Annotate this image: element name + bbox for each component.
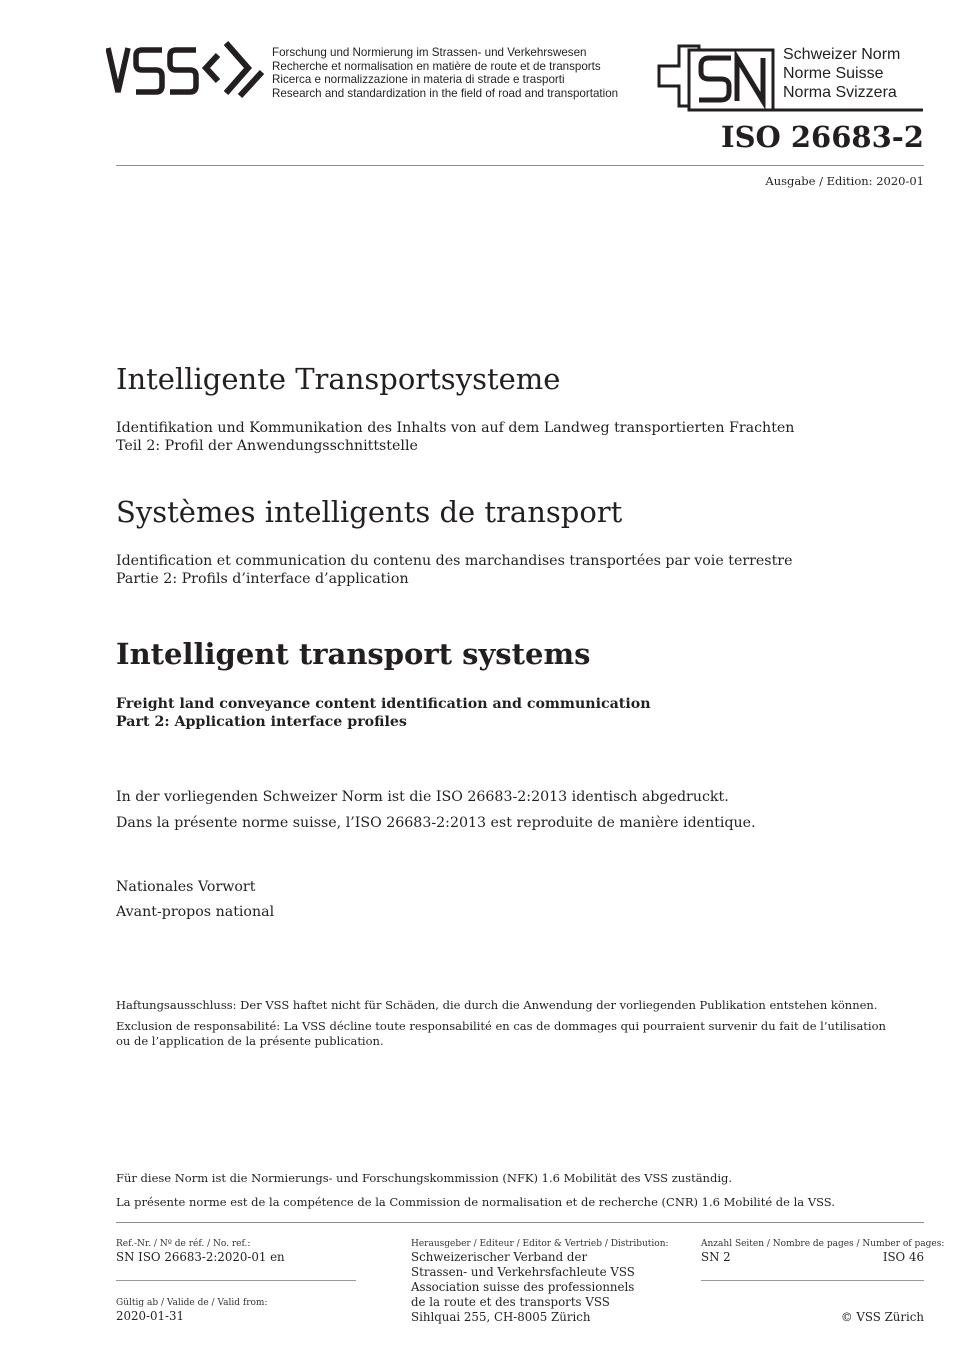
vss-tagline-en: Research and standardization in the field of road and transportation bbox=[272, 86, 619, 100]
ref-label: Ref.-Nr. / Nº de réf. / No. ref.: bbox=[116, 1239, 251, 1249]
pages-sn: SN 2 bbox=[701, 1250, 731, 1264]
pages-values bbox=[701, 1250, 924, 1265]
title-fr: Systèmes intelligents de transport bbox=[116, 495, 623, 529]
sn-names bbox=[783, 45, 933, 102]
disclaimer-fr-line-1: Exclusion de responsabilité: La VSS décline toute responsabilité en cas de dommages qui pourraient survenir du fait de l’utilisation bbox=[116, 1019, 886, 1033]
publisher-line-5: Sihlquai 255, CH-8005 Zürich bbox=[411, 1310, 591, 1324]
footer-publisher bbox=[411, 1238, 691, 1325]
document-number: ISO 26683-2 bbox=[721, 120, 924, 154]
vss-tagline-fr: Recherche et normalisation en matière de route et de transports bbox=[272, 59, 601, 73]
publisher-line-4: de la route et des transports VSS bbox=[411, 1295, 610, 1309]
title-en: Intelligent transport systems bbox=[116, 637, 591, 671]
title-de: Intelligente Transportsysteme bbox=[116, 362, 561, 396]
sn-name-it: Norma Svizzera bbox=[783, 84, 897, 101]
competence-fr: La présente norme est de la compétence de la Commission de normalisation et de recherche (CNR) 1.6 Mobilité de la VSS. bbox=[116, 1195, 835, 1209]
pages-label: Anzahl Seiten / Nombre de pages / Number of pages: bbox=[701, 1239, 945, 1249]
disclaimer-fr bbox=[116, 1019, 886, 1049]
subtitle-de-line-1: Identifikation und Kommunikation des Inhalts von auf dem Landweg transportierten Frachten bbox=[116, 420, 795, 436]
copyright: © VSS Zürich bbox=[840, 1310, 924, 1324]
vss-logo-icon bbox=[106, 40, 266, 100]
sn-name-fr: Norme Suisse bbox=[783, 65, 884, 82]
subtitle-en bbox=[116, 695, 651, 731]
footer-ref-rule bbox=[116, 1280, 356, 1281]
vss-tagline-it: Ricerca e normalizzazione in materia di strade e trasporti bbox=[272, 73, 565, 86]
publisher-line-1: Schweizerischer Verband der bbox=[411, 1250, 588, 1264]
valid-value: 2020-01-31 bbox=[116, 1309, 185, 1323]
footer-pages-rule bbox=[701, 1280, 924, 1281]
subtitle-fr bbox=[116, 552, 792, 588]
footer-pages bbox=[701, 1238, 945, 1265]
vss-tagline bbox=[272, 46, 652, 100]
publisher-line-3: Association suisse des professionnels bbox=[411, 1280, 635, 1294]
foreword-de: Nationales Vorwort bbox=[116, 879, 256, 895]
ref-value: SN ISO 26683-2:2020-01 en bbox=[116, 1250, 285, 1264]
sn-name-de: Schweizer Norm bbox=[783, 46, 901, 63]
pages-iso: ISO 46 bbox=[882, 1250, 924, 1264]
valid-label: Gültig ab / Valide de / Valid from: bbox=[116, 1298, 268, 1308]
vss-tagline-de: Forschung und Normierung im Strassen- und Verkehrswesen bbox=[272, 46, 587, 59]
publisher-label: Herausgeber / Editeur / Editor & Vertrieb / Distribution: bbox=[411, 1239, 669, 1249]
subtitle-fr-line-2: Partie 2: Profils d’interface d’application bbox=[116, 571, 409, 587]
subtitle-fr-line-1: Identification et communication du contenu des marchandises transportées par voie terrestre bbox=[116, 553, 793, 569]
subtitle-de-line-2: Teil 2: Profil der Anwendungsschnittstelle bbox=[116, 438, 418, 454]
statement-de: In der vorliegenden Schweizer Norm ist die ISO 26683-2:2013 identisch abgedruckt. bbox=[116, 789, 729, 805]
footer-ref bbox=[116, 1238, 356, 1265]
disclaimer-fr-line-2: ou de l’application de la présente publication. bbox=[116, 1034, 384, 1048]
vss-logo bbox=[106, 40, 266, 100]
footer-valid bbox=[116, 1297, 356, 1324]
subtitle-en-line-1: Freight land conveyance content identification and communication bbox=[116, 696, 651, 712]
publisher-line-2: Strassen- und Verkehrsfachleute VSS bbox=[411, 1265, 635, 1279]
edition-date: Ausgabe / Edition: 2020-01 bbox=[765, 174, 924, 188]
subtitle-en-line-2: Part 2: Application interface profiles bbox=[116, 714, 407, 730]
competence-de: Für diese Norm ist die Normierungs- und Forschungskommission (NFK) 1.6 Mobilität des VSS zuständig. bbox=[116, 1171, 733, 1185]
foreword-fr: Avant-propos national bbox=[116, 904, 275, 920]
header-rule bbox=[116, 165, 924, 166]
disclaimer-de: Haftungsausschluss: Der VSS haftet nicht für Schäden, die durch die Anwendung der vorliegenden Publikation entstehen können. bbox=[116, 998, 878, 1012]
subtitle-de bbox=[116, 419, 794, 455]
footer-rule bbox=[116, 1222, 924, 1223]
statement-fr: Dans la présente norme suisse, l’ISO 26683-2:2013 est reproduite de manière identique. bbox=[116, 815, 756, 831]
